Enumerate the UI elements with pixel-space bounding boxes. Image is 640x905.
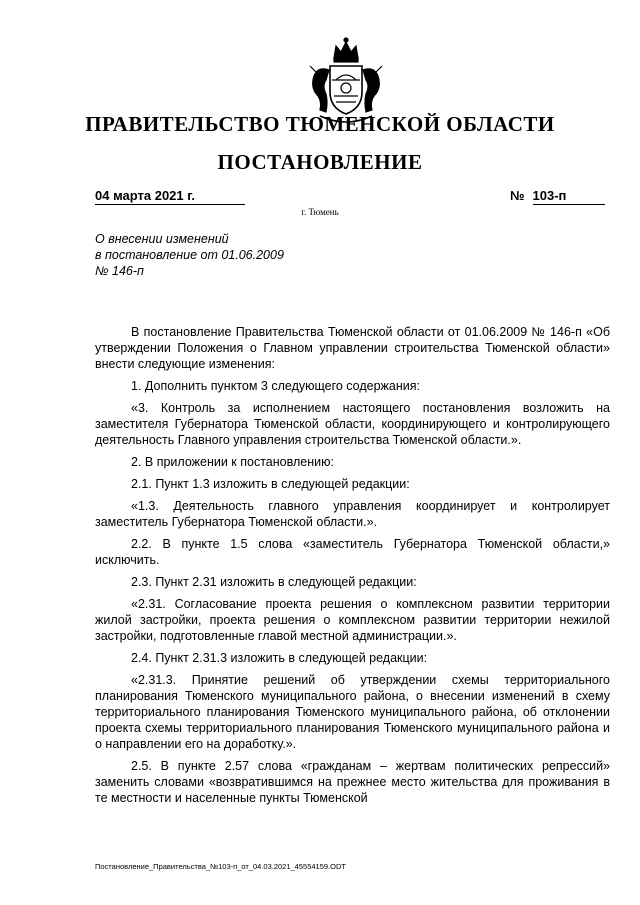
body-paragraph: 2.5. В пункте 2.57 слова «гражданам – жертвам политических репрессий» заменить словами «возвратившимся на прежнее место жительства для проживания в те местности и населенные пункты Тюменской <box>95 759 610 805</box>
number-label: № <box>510 188 525 203</box>
document-type: ПОСТАНОВЛЕНИЕ <box>217 150 423 174</box>
subject-line: № 146-п <box>95 264 144 278</box>
document-number <box>510 188 605 205</box>
number-value: 103-п <box>533 188 606 205</box>
document-body <box>95 324 610 812</box>
document-date: 04 марта 2021 г. <box>95 188 245 205</box>
city-label: г. Тюмень <box>301 207 339 217</box>
body-paragraph: 2. В приложении к постановлению: <box>131 455 334 469</box>
body-paragraph: 2.1. Пункт 1.3 изложить в следующей редакции: <box>131 477 410 491</box>
body-paragraph: 2.4. Пункт 2.31.3 изложить в следующей редакции: <box>131 651 428 665</box>
subject-line: О внесении изменений <box>95 232 229 246</box>
body-paragraph: «2.31. Согласование проекта решения о комплексном развитии территории жилой застройки, проекта решения о комплексном развитии территории нежилой застройки, подготовленные главой местной администрации.». <box>95 597 610 643</box>
body-paragraph: 2.2. В пункте 1.5 слова «заместитель Губернатора Тюменской области,» исключить. <box>95 537 610 567</box>
body-paragraph: «3. Контроль за исполнением настоящего постановления возложить на заместителя Губернатора Тюменской области, координирующего и контролирующего деятельность Главного управления строительства Тюменской области.». <box>95 401 610 447</box>
body-paragraph: «1.3. Деятельность главного управления координирует и контролирует заместитель Губернатора Тюменской области.». <box>95 499 610 529</box>
body-paragraph: 1. Дополнить пунктом 3 следующего содержания: <box>131 379 421 393</box>
document-subject <box>95 231 355 279</box>
body-paragraph: «2.31.3. Принятие решений об утверждении схемы территориального планирования Тюменского муниципального района, о внесении изменений в схему территориального планирования Тюменского муниципального района, об отклонении проекта схемы территориального планирования Тюменского муниципального района и о направлении его на доработку.». <box>95 673 610 751</box>
subject-line: в постановление от 01.06.2009 <box>95 248 284 262</box>
footer-filename: Постановление_Правительства_№103-п_от_04.03.2021_45554159.ODT <box>95 862 346 871</box>
body-paragraph: 2.3. Пункт 2.31 изложить в следующей редакции: <box>131 575 417 589</box>
organization-title: ПРАВИТЕЛЬСТВО ТЮМЕНСКОЙ ОБЛАСТИ <box>85 112 555 136</box>
body-paragraph: В постановление Правительства Тюменской области от 01.06.2009 № 146-п «Об утверждении Положения о Главном управлении строительства Тюменской области» внести следующие изменения: <box>95 325 610 371</box>
